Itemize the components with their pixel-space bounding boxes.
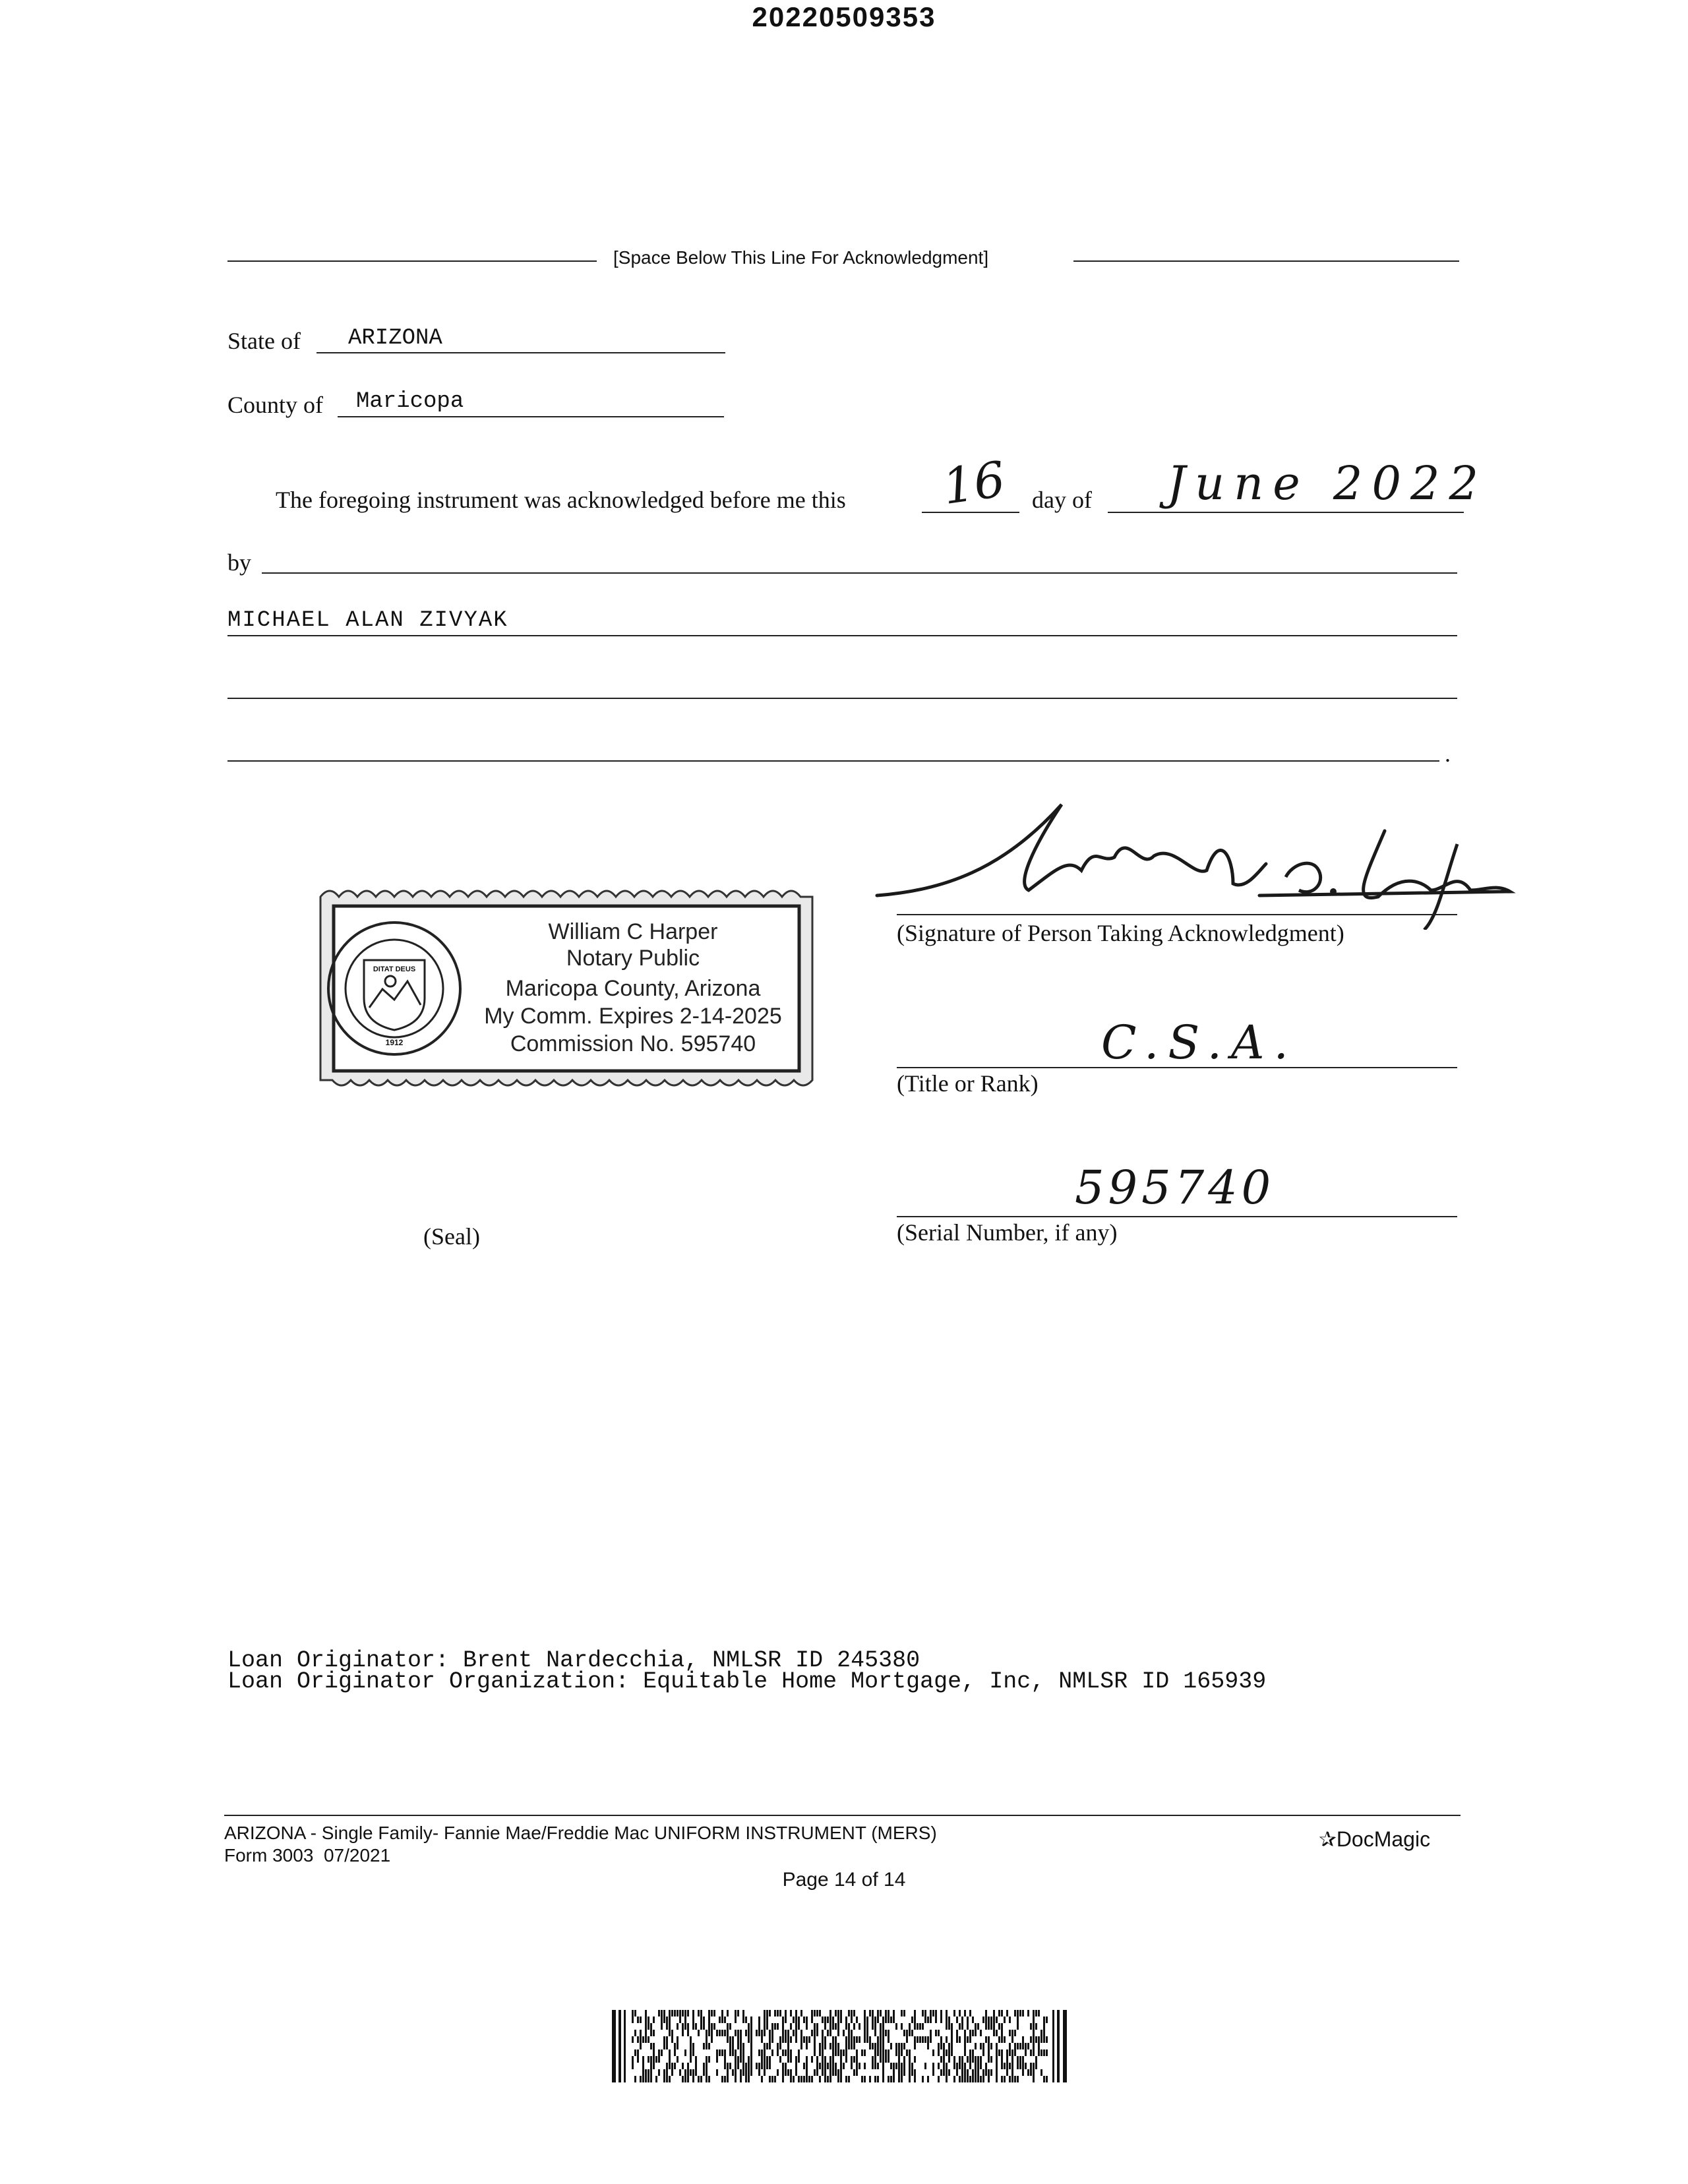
document-number: 20220509353	[752, 1, 936, 32]
state-seal-year: 1912	[385, 1038, 404, 1047]
by-line-3	[227, 698, 1457, 699]
docmagic-logo	[1319, 1827, 1430, 1852]
serial-caption: (Serial Number, if any)	[897, 1219, 1118, 1246]
loan-originator-organization: Loan Originator Organization: Equitable Home Mortgage, Inc, NMLSR ID 165939	[227, 1668, 1267, 1695]
title-value: C.S.A.	[1101, 1016, 1298, 1070]
title-caption: (Title or Rank)	[897, 1070, 1039, 1097]
form-number: Form 3003 07/2021	[224, 1845, 391, 1866]
serial-value: 595740	[1075, 1161, 1275, 1215]
notary-commission-number: Commission No. 595740	[510, 1031, 756, 1056]
seal-label: (Seal)	[423, 1223, 480, 1250]
by-label: by	[227, 549, 251, 576]
separator-line-right	[1073, 260, 1459, 262]
state-line	[316, 352, 725, 353]
state-seal-motto: DITAT DEUS	[373, 965, 416, 973]
by-period: .	[1445, 741, 1451, 767]
signer-name: MICHAEL ALAN ZIVYAK	[227, 608, 508, 633]
acknowledgment-month-year: June 2022	[1167, 456, 1488, 510]
separator-text: [Space Below This Line For Acknowledgment]	[613, 247, 989, 268]
docmagic-star-icon: ✰	[1319, 1827, 1337, 1851]
county-value: Maricopa	[356, 389, 464, 414]
notary-commission-expires: My Comm. Expires 2-14-2025	[484, 1004, 782, 1029]
county-line	[338, 416, 724, 417]
notary-county: Maricopa County, Arizona	[505, 976, 761, 1001]
serial-line	[897, 1216, 1457, 1217]
signature-line	[897, 914, 1457, 915]
form-title: ARIZONA - Single Family- Fannie Mae/Freddie Mac UNIFORM INSTRUMENT (MERS)	[224, 1823, 937, 1843]
acknowledgment-day: 16	[939, 450, 1009, 516]
by-line-1	[262, 572, 1457, 574]
footer-line	[224, 1815, 1461, 1816]
notary-signature	[864, 791, 1517, 930]
notary-name: William C Harper	[548, 919, 718, 944]
separator-line-left	[227, 260, 597, 262]
title-line	[897, 1067, 1457, 1068]
day-of-label: day of	[1032, 487, 1092, 513]
acknowledgment-text: The foregoing instrument was acknowledged before me this	[276, 487, 846, 513]
loan-originator: Loan Originator: Brent Nardecchia, NMLSR ID 245380	[227, 1647, 920, 1674]
signature-caption: (Signature of Person Taking Acknowledgment)	[897, 920, 1344, 946]
page-number: Page 14 of 14	[782, 1869, 906, 1891]
by-line-2	[227, 635, 1457, 636]
notary-stamp	[316, 882, 816, 1093]
docmagic-brand: DocMagic	[1336, 1827, 1431, 1851]
notary-title: Notary Public	[566, 946, 700, 971]
state-value: ARIZONA	[348, 326, 442, 351]
signature-scribble-icon	[864, 791, 1517, 930]
by-line-4	[227, 760, 1439, 762]
barcode-icon	[612, 2010, 1068, 2082]
month-year-line	[1108, 512, 1464, 513]
state-label: State of	[227, 328, 301, 354]
county-label: County of	[227, 392, 324, 418]
